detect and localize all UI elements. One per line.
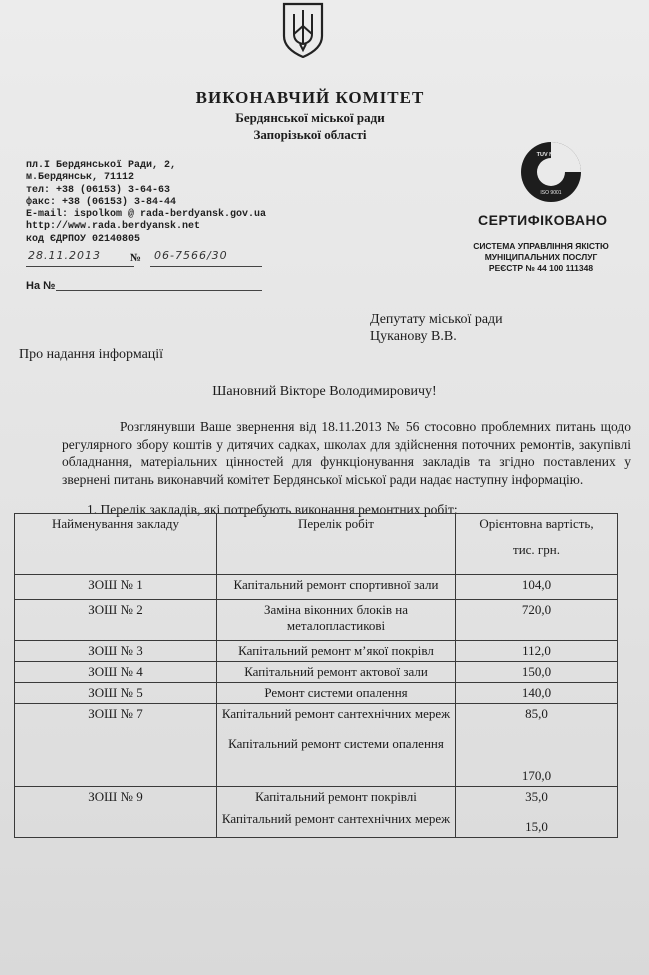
works-cell [217, 662, 456, 683]
cost-cell [456, 683, 618, 704]
works-cell [217, 787, 456, 838]
cost-value: 170,0 [521, 768, 552, 783]
cert-line: СИСТЕМА УПРАВЛІННЯ ЯКІСТЮ [473, 241, 609, 251]
cost-cell [456, 600, 618, 641]
cost-value: 15,0 [525, 819, 548, 834]
edrpou-line: код ЄДРПОУ 02140805 [26, 233, 141, 245]
oblast-name: Запорізької області [253, 127, 367, 142]
letter-body: Розглянувши Ваше звернення від 18.11.2013 № 56 стосовно проблемних питань щодо регулярного збору коштів у дитячих садках, школах для здійснення поточних ремонтів, закупівлі обладнання, матеріальних цінностей для функціонування закладів та згідно поставлених у звернені питань виконавчий комітет Бердянської міської ради надає наступну інформацію. [62, 419, 631, 487]
outgoing-date: 28.11.2013 [28, 249, 101, 262]
outgoing-number-label: № [130, 252, 142, 264]
table-row [15, 787, 618, 838]
website-line: http://www.rada.berdyansk.net [26, 221, 201, 233]
work-item: Капітальний ремонт м’якої покрівл [238, 643, 434, 658]
outgoing-number-field [150, 248, 262, 267]
cost-value: 35,0 [525, 789, 548, 804]
tuv-nord-certification-logo [512, 140, 590, 204]
works-cell [217, 683, 456, 704]
institution-cell: ЗОШ № 1 [15, 575, 217, 600]
header-cost-line2: тис. грн. [513, 542, 560, 557]
work-item: Капітальний ремонт спортивної зали [233, 577, 439, 592]
institution-cell: ЗОШ № 9 [15, 787, 217, 838]
address-block [26, 160, 266, 246]
letter-subject: Про надання інформації [19, 347, 164, 362]
table-row [15, 575, 618, 600]
fax-line: факс: +38 (06153) 3-84-44 [26, 196, 177, 208]
cost-cell [456, 641, 618, 662]
cost-value: 720,0 [521, 602, 552, 617]
committee-title: ВИКОНАВЧИЙ КОМІТЕТ [195, 88, 425, 107]
address-line: м.Бердянськ, 71112 [26, 172, 135, 184]
table-row [15, 683, 618, 704]
works-cell [217, 575, 456, 600]
works-cell [217, 641, 456, 662]
phone-line: тел: +38 (06153) 3-64-63 [26, 184, 171, 196]
cert-registry: РЕЄСТР № 44 100 111348 [488, 263, 594, 273]
cost-value: 150,0 [521, 664, 552, 679]
cost-value: 104,0 [521, 577, 552, 592]
outgoing-date-field [26, 248, 134, 267]
salutation: Шановний Вікторе Володимировичу! [212, 384, 437, 399]
recipient-position: Депутату міської ради [370, 312, 503, 327]
logo-text: TUV NORD [536, 152, 566, 158]
institution-cell: ЗОШ № 5 [15, 683, 217, 704]
coat-of-arms-icon [280, 0, 326, 58]
work-item: Заміна віконних блоків на металопластикові [264, 602, 408, 633]
list-item-heading: 1. Перелік закладів, які потребують виконання ремонтних робіт: [87, 502, 458, 517]
institution-cell: ЗОШ № 7 [15, 704, 217, 787]
table-header-row [15, 514, 618, 575]
cost-value: 140,0 [521, 685, 552, 700]
reference-number-field [56, 278, 262, 291]
cost-cell [456, 787, 618, 838]
logo-caption: ISO 9001 [540, 190, 562, 196]
work-item: Капітальний ремонт актової зали [244, 664, 428, 679]
cost-cell [456, 662, 618, 683]
table-row [15, 600, 618, 641]
cost-cell [456, 575, 618, 600]
certified-title: СЕРТИФІКОВАНО [478, 212, 608, 228]
reference-number-label: На № [26, 280, 56, 292]
work-item: Ремонт системи опалення [264, 685, 408, 700]
recipient-name: Цуканову В.В. [370, 329, 457, 344]
outgoing-number: 06-7566/30 [154, 249, 228, 262]
works-cell [217, 600, 456, 641]
cost-value: 112,0 [522, 643, 551, 658]
email-line: E-mail: ispolkom @ rada-berdyansk.gov.ua [26, 209, 267, 221]
institution-cell: ЗОШ № 4 [15, 662, 217, 683]
header-works: Перелік робіт [217, 514, 456, 575]
repair-works-table [14, 513, 618, 838]
work-item: Капітальний ремонт сантехнічних мереж [221, 706, 451, 721]
work-item: Капітальний ремонт сантехнічних мереж [221, 811, 451, 826]
header-institution: Найменування закладу [15, 514, 217, 575]
city-council-name: Бердянської міської ради [235, 110, 385, 125]
work-item: Капітальний ремонт покрівлі [255, 789, 417, 804]
institution-cell: ЗОШ № 3 [15, 641, 217, 662]
table-row [15, 704, 618, 787]
address-line: пл.І Бердянської Ради, 2, [26, 160, 177, 171]
cost-value: 85,0 [525, 706, 548, 721]
table-row [15, 662, 618, 683]
cost-cell [456, 704, 618, 787]
work-item: Капітальний ремонт системи опалення [228, 736, 444, 751]
table-row [15, 641, 618, 662]
works-cell [217, 704, 456, 787]
cert-line: МУНІЦИПАЛЬНИХ ПОСЛУГ [484, 252, 598, 262]
header-cost-line1: Орієнтовна вартість, [479, 516, 594, 531]
header-cost [456, 514, 618, 575]
institution-cell: ЗОШ № 2 [15, 600, 217, 641]
